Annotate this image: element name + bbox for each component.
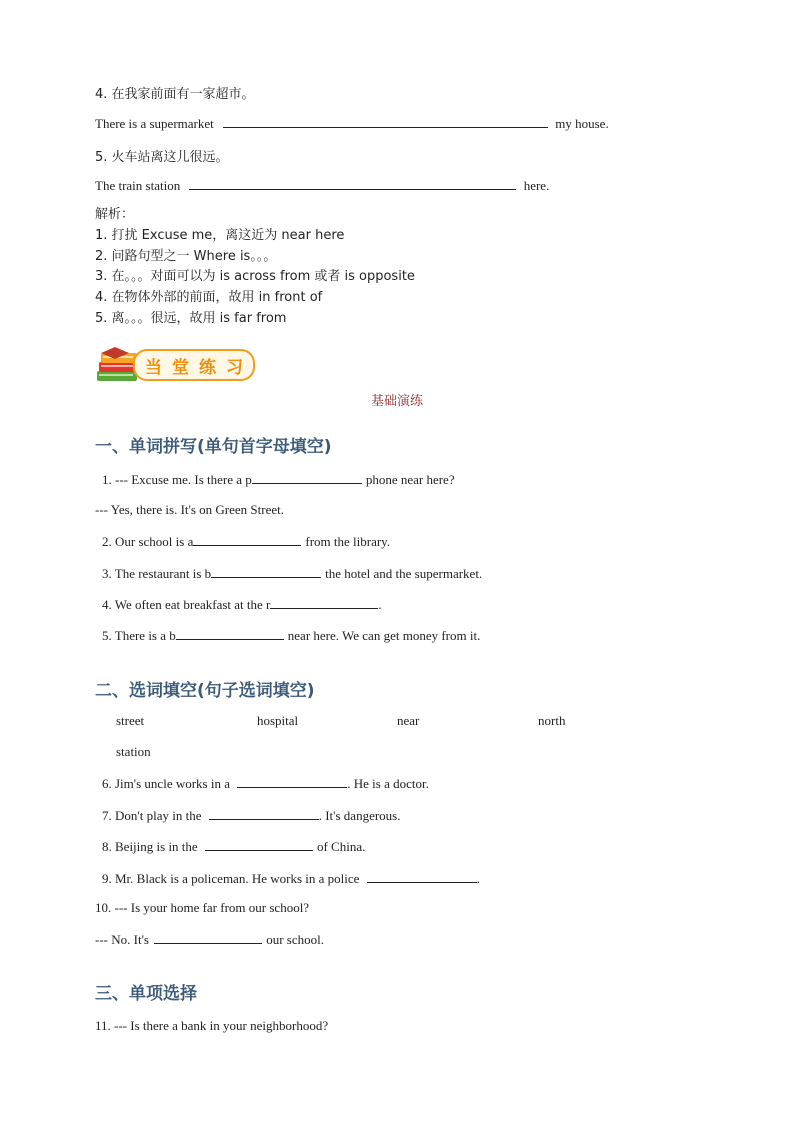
q5-text-after: near here. We can get money from it. xyxy=(287,628,481,643)
question-8 xyxy=(102,838,365,855)
question-3 xyxy=(102,565,482,582)
q6-answer-blank[interactable] xyxy=(237,775,347,788)
q10-text-after: our school. xyxy=(266,932,324,947)
q2-answer-blank[interactable] xyxy=(193,533,301,546)
banner-title: 当堂练习 xyxy=(145,358,253,378)
q4-text-after: my house. xyxy=(555,116,609,131)
q8-text-after: of China. xyxy=(316,839,366,854)
question-6 xyxy=(102,775,429,792)
q5-text-before: The train station xyxy=(95,178,181,193)
analysis-item: 1. 打扰 Excuse me，离这近为 near here xyxy=(95,228,345,243)
question-4-english xyxy=(95,115,609,132)
q10-answer-blank[interactable] xyxy=(154,931,262,944)
q4-answer-blank[interactable] xyxy=(270,596,378,609)
question-2 xyxy=(102,533,390,550)
question-4-chinese: 4. 在我家前面有一家超市。 xyxy=(95,87,255,102)
q9-text-before: 9. Mr. Black is a policeman. He works in a police xyxy=(102,871,360,886)
question-5 xyxy=(102,627,480,644)
q3-text-after: the hotel and the supermarket. xyxy=(325,566,483,581)
question-11: 11. --- Is there a bank in your neighborhood? xyxy=(95,1018,329,1033)
q8-text-before: 8. Beijing is in the xyxy=(102,839,198,854)
practice-banner xyxy=(95,345,260,387)
question-4 xyxy=(102,596,382,613)
section-2-title: 二、选词填空(句子选词填空) xyxy=(95,681,315,701)
word-option: station xyxy=(116,744,151,759)
q1-text-after: phone near here? xyxy=(365,472,455,487)
analysis-item: 2. 问路句型之一 Where is。。。 xyxy=(95,249,277,264)
word-option: street xyxy=(116,713,145,728)
q9-answer-blank[interactable] xyxy=(367,870,477,883)
q4-text-after: . xyxy=(378,597,382,612)
analysis-item: 5. 离。。。很远，故用 is far from xyxy=(95,311,287,326)
q1-answer-blank[interactable] xyxy=(252,471,362,484)
q8-answer-blank[interactable] xyxy=(205,838,313,851)
q4-text-before: 4. We often eat breakfast at the r xyxy=(102,597,271,612)
q7-answer-blank[interactable] xyxy=(209,807,319,820)
question-5-english xyxy=(95,177,549,194)
q5-text-after: here. xyxy=(523,178,550,193)
question-1 xyxy=(102,471,455,488)
q3-answer-blank[interactable] xyxy=(211,565,321,578)
question-5-chinese: 5. 火车站离这儿很远。 xyxy=(95,150,229,165)
analysis-label: 解析： xyxy=(95,207,135,222)
analysis-item: 4. 在物体外部的前面，故用 in front of xyxy=(95,290,323,305)
q5-answer-blank[interactable] xyxy=(189,177,516,190)
q4-text-before: There is a supermarket xyxy=(95,116,214,131)
question-10: 10. --- Is your home far from our school? xyxy=(95,900,310,915)
q3-text-before: 3. The restaurant is b xyxy=(102,566,212,581)
question-1-answer: --- Yes, there is. It's on Green Street. xyxy=(95,502,284,517)
q6-text-before: 6. Jim's uncle works in a xyxy=(102,776,230,791)
analysis-item: 3. 在。。。对面可以为 is across from 或者 is opposite xyxy=(95,269,415,284)
q6-text-after: . He is a doctor. xyxy=(347,776,429,791)
q10-text-before: --- No. It's xyxy=(95,932,149,947)
question-7 xyxy=(102,807,401,824)
q7-text-before: 7. Don't play in the xyxy=(102,808,202,823)
q5-text-before: 5. There is a b xyxy=(102,628,176,643)
word-option: north xyxy=(538,713,566,728)
subtitle: 基础演练 xyxy=(370,394,423,409)
section-3-title: 三、单项选择 xyxy=(95,984,197,1004)
q4-answer-blank[interactable] xyxy=(223,115,548,128)
q5-answer-blank[interactable] xyxy=(176,627,284,640)
question-9 xyxy=(102,870,480,887)
q2-text-after: from the library. xyxy=(305,534,391,549)
q1-text-before: 1. --- Excuse me. Is there a p xyxy=(102,472,252,487)
word-option: hospital xyxy=(257,713,299,728)
q9-text-after: . xyxy=(476,871,480,886)
section-1-title: 一、单词拼写(单句首字母填空) xyxy=(95,437,332,457)
word-option: near xyxy=(397,713,420,728)
q7-text-after: . It's dangerous. xyxy=(318,808,401,823)
q2-text-before: 2. Our school is a xyxy=(102,534,194,549)
question-10-answer xyxy=(95,931,324,948)
